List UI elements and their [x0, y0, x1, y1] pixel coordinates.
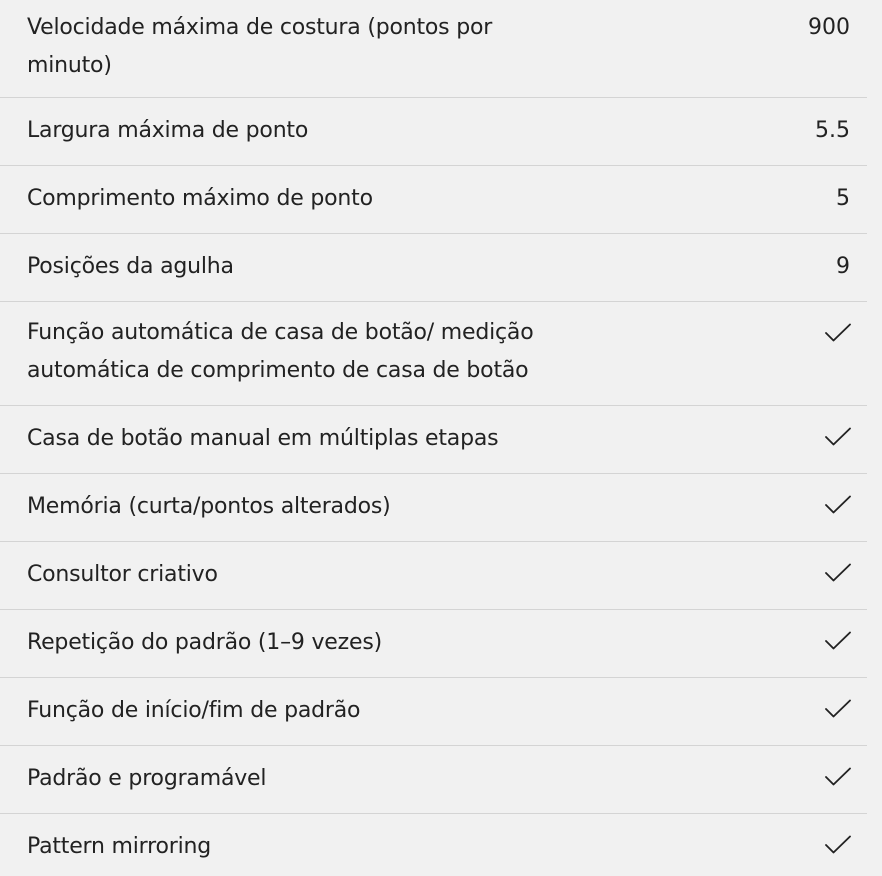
- row-divider: [0, 473, 867, 474]
- spec-label: Função automática de casa de botão/ medição automática de comprimento de casa de botão: [27, 320, 534, 383]
- row-divider: [0, 745, 867, 746]
- spec-label: Memória (curta/pontos alterados): [27, 494, 391, 519]
- row-divider: [0, 301, 867, 302]
- row-divider: [0, 813, 867, 814]
- spec-label: Repetição do padrão (1–9 vezes): [27, 630, 382, 655]
- spec-label: Padrão e programável: [27, 766, 267, 791]
- check-icon: [825, 563, 851, 583]
- check-icon: [825, 699, 851, 719]
- spec-label: Função de início/fim de padrão: [27, 698, 361, 723]
- spec-label: Posições da agulha: [27, 254, 234, 279]
- spec-label: Casa de botão manual em múltiplas etapas: [27, 426, 499, 451]
- check-icon: [825, 427, 851, 447]
- spec-value: 5.5: [815, 118, 850, 143]
- check-icon: [825, 323, 851, 343]
- row-divider: [0, 233, 867, 234]
- row-divider: [0, 609, 867, 610]
- spec-value: 900: [808, 15, 850, 40]
- spec-value: 5: [836, 186, 850, 211]
- spec-label: Comprimento máximo de ponto: [27, 186, 373, 211]
- row-divider: [0, 165, 867, 166]
- spec-label: Velocidade máxima de costura (pontos por minuto): [27, 15, 493, 78]
- spec-label: Consultor criativo: [27, 562, 218, 587]
- spec-label: Largura máxima de ponto: [27, 118, 309, 143]
- spec-value: 9: [836, 254, 850, 279]
- row-divider: [0, 541, 867, 542]
- check-icon: [825, 835, 851, 855]
- spec-label: Pattern mirroring: [27, 834, 212, 859]
- row-divider: [0, 97, 867, 98]
- check-icon: [825, 631, 851, 651]
- row-divider: [0, 405, 867, 406]
- row-divider: [0, 677, 867, 678]
- check-icon: [825, 767, 851, 787]
- check-icon: [825, 495, 851, 515]
